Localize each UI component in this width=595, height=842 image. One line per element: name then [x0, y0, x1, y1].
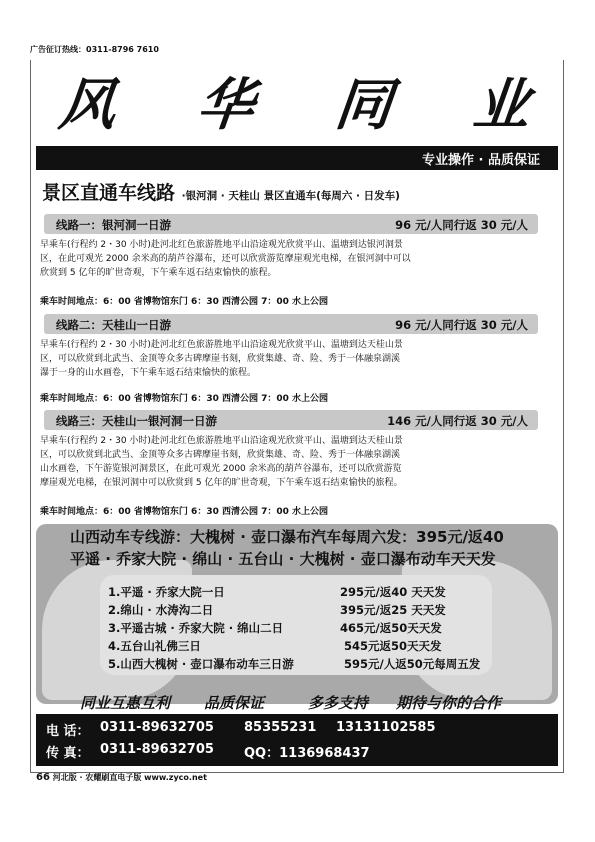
section-title-text: 景区直通车线路: [42, 182, 176, 204]
brand-char: 业: [470, 72, 534, 138]
desc-line: 早乘车(行程约 2・30 小时)赴河北红色旅游胜地平山沿途观光欣赏平山、温塘到达银河洞景: [40, 240, 403, 250]
desc-line: 区，可以欣赏到北武当、金顶等众多古碑摩崖书刻，欣赏集雄、奇、险、秀于一体融泉湖溪: [40, 450, 401, 460]
desc-line: 区，在此可观光 2000 余米高的葫芦谷瀑布，还可以欣赏游览摩崖观光电梯，在银河洞中可以: [40, 254, 411, 264]
route-price: 96 元/人同行返 30 元/人: [395, 218, 528, 232]
coop-phrase: 期待与你的合作: [396, 694, 502, 712]
desc-line: 早乘车(行程约 2・30 小时)赴河北红色旅游胜地平山沿途观光欣赏平山、温塘到达天桂山景: [40, 436, 403, 446]
desc-line: 早乘车(行程约 2・30 小时)赴河北红色旅游胜地平山沿途观光欣赏平山、温塘到达天桂山景: [40, 340, 403, 350]
coop-phrase: 多多支持: [308, 694, 369, 712]
tour-item: [108, 620, 283, 636]
tour-price: 295元/返40 天天发: [340, 585, 446, 599]
tour-name: 2.绵山 · 水涛沟二日: [108, 603, 214, 617]
section-subtitle: ·银河洞 · 天桂山 景区直通车(每周六 · 日发车): [181, 190, 400, 202]
slogan: 专业操作 · 品质保证: [422, 153, 540, 168]
tour-item: [108, 602, 213, 618]
desc-line: 摩崖观光电梯，在银河洞中可以欣赏到 5 亿年的旷世奇观，下午乘车返石结束愉快的旅程。: [40, 478, 403, 488]
desc-line: 欣赏到 5 亿年的旷世奇观，下午乘车返石结束愉快的旅程。: [40, 268, 277, 278]
tour-price: 595元/人返50元每周五发: [344, 657, 481, 671]
route-price: 96 元/人同行返 30 元/人: [395, 318, 528, 332]
brand-char: 风: [56, 72, 120, 138]
route-times: 乘车时间地点：6：00 省博物馆东门 6：30 西清公园 7：00 水上公园: [40, 297, 329, 307]
cooperation-slogan: [36, 690, 558, 712]
tour-price: 395元/返25 天天发: [340, 603, 446, 617]
tour-name: 5.山西大槐树 · 壶口瀑布动车三日游: [108, 657, 294, 671]
shanxi-subheadline: 平遥 · 乔家大院 · 绵山 · 五台山 · 大槐树 · 壶口瀑布动车天天发: [70, 550, 496, 568]
tour-item: [108, 584, 225, 600]
slogan-bar: [36, 146, 558, 170]
brand-char: 同: [332, 72, 396, 138]
route-name: 线路二：天桂山一日游: [56, 318, 171, 332]
route-description: [40, 238, 552, 280]
brand-char: 华: [194, 72, 258, 138]
route-name: 线路三：天桂山一银河洞一日游: [56, 414, 217, 428]
page-footer: [36, 772, 207, 783]
ad-hotline: 广告征订热线：0311-8796 7610: [30, 45, 159, 54]
route-description: [40, 338, 552, 380]
tour-name: 4.五台山礼佛三日: [108, 639, 201, 653]
section-title: [42, 178, 400, 205]
route-times: 乘车时间地点：6：00 省博物馆东门 6：30 西清公园 7：00 水上公园: [40, 507, 329, 517]
route-header: [44, 410, 538, 430]
route-name: 线路一：银河洞一日游: [56, 218, 171, 232]
desc-line: 瀑于一身的山水画卷，下午乘车返石结束愉快的旅程。: [40, 368, 257, 378]
page-number: 66: [36, 772, 50, 783]
tour-price: 545元返50天天发: [344, 639, 442, 653]
coop-phrase: 品质保证: [204, 694, 265, 712]
route-times: 乘车时间地点：6：00 省博物馆东门 6：30 西清公园 7：00 水上公园: [40, 394, 329, 404]
mobile-number: 13131102585: [336, 720, 436, 735]
tour-item: [108, 656, 294, 672]
footer-text: 河北版 · 农耀刷直电子版 www.zyco.net: [52, 773, 207, 782]
route-header: [44, 214, 538, 234]
route-description: [40, 434, 552, 490]
phone-number: 85355231: [244, 720, 317, 735]
phone-number: 0311-89632705: [100, 720, 214, 735]
contact-bar: [36, 714, 558, 766]
phone-label: 电 话：: [46, 724, 90, 739]
desc-line: 山水画卷，下午游览银河洞景区，在此可观光 2000 余米高的葫芦谷瀑布，还可以欣赏游览: [40, 464, 402, 474]
brand-logo: [56, 62, 534, 140]
tour-name: 3.平遥古城 · 乔家大院 · 绵山二日: [108, 621, 284, 635]
fax-number: 0311-89632705: [100, 742, 214, 757]
desc-line: 区，可以欣赏到北武当、金顶等众多古碑摩崖书刻，欣赏集雄、奇、险、秀于一体融泉湖溪: [40, 354, 401, 364]
coop-phrase: 同业互惠互利: [80, 694, 171, 712]
route-header: [44, 314, 538, 334]
qq-number: QQ：1136968437: [244, 746, 370, 761]
route-price: 146 元/人同行返 30 元/人: [387, 414, 528, 428]
fax-label: 传 真：: [46, 746, 90, 761]
tour-item: [108, 638, 201, 654]
tour-name: 1.平遥 · 乔家大院一日: [108, 585, 225, 599]
tour-price: 465元/返50天天发: [340, 621, 442, 635]
shanxi-headline: 山西动车专线游：大槐树 · 壶口瀑布汽车每周六发：395元/返40: [70, 528, 504, 546]
